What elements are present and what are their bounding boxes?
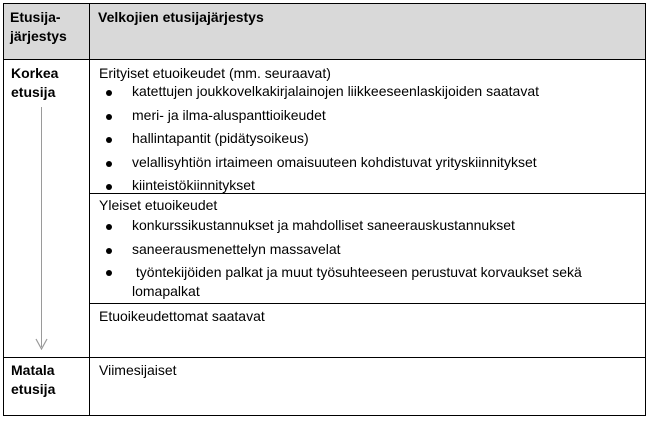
header-creditor-order: Velkojien etusijajärjestys <box>98 9 264 25</box>
list-item: meri- ja ilma-aluspanttioikeudet <box>99 104 639 128</box>
general-priority-list <box>99 214 639 301</box>
bullet-icon <box>106 270 112 276</box>
bullet-icon <box>106 161 112 167</box>
row-divider-2 <box>89 303 645 304</box>
header-col1-line1: Etusija- <box>10 9 61 25</box>
header-priority-order <box>10 8 88 46</box>
table-header-row <box>4 4 645 60</box>
list-item: katettujen joukkovelkakirjalainojen liikkeeseenlaskijoiden saatavat <box>99 80 639 104</box>
bullet-icon <box>106 248 112 254</box>
bullet-icon <box>106 114 112 120</box>
list-item: kiinteistökiinnitykset <box>99 174 639 198</box>
priority-table <box>3 3 646 416</box>
row-divider-3 <box>4 357 645 358</box>
bullet-icon <box>106 224 112 230</box>
high-priority-label <box>11 64 87 102</box>
high-priority-line1: Korkea <box>11 65 59 81</box>
low-priority-line1: Matala <box>11 362 55 378</box>
general-priority-title: Yleiset etuoikeudet <box>99 197 218 213</box>
bullet-icon <box>106 137 112 143</box>
special-priority-list <box>99 80 639 198</box>
column-divider <box>89 4 90 415</box>
list-item: velallisyhtiön irtaimeen omaisuuteen kohdistuvat yrityskiinnitykset <box>99 151 639 175</box>
list-item: konkurssikustannukset ja mahdolliset saneerauskustannukset <box>99 214 639 238</box>
low-priority-label <box>11 361 87 399</box>
bullet-icon <box>106 184 112 190</box>
bullet-icon <box>106 90 112 96</box>
subordinated-claims: Viimesijaiset <box>99 362 177 378</box>
list-item: saneerausmenettelyn massavelat <box>99 238 639 262</box>
low-priority-line2: etusija <box>11 381 56 397</box>
unsecured-claims: Etuoikeudettomat saatavat <box>99 308 265 324</box>
special-priority-title: Erityiset etuoikeudet (mm. seuraavat) <box>99 65 331 81</box>
high-priority-line2: etusija <box>11 84 56 100</box>
list-item: hallintapantit (pidätysoikeus) <box>99 127 639 151</box>
list-item: työntekijöiden palkat ja muut työsuhteeseen perustuvat korvaukset sekä lomapalkat <box>99 261 639 301</box>
arrow-down-icon <box>35 338 48 350</box>
priority-arrow-shaft <box>41 107 42 347</box>
header-col1-line2: järjestys <box>10 28 67 44</box>
